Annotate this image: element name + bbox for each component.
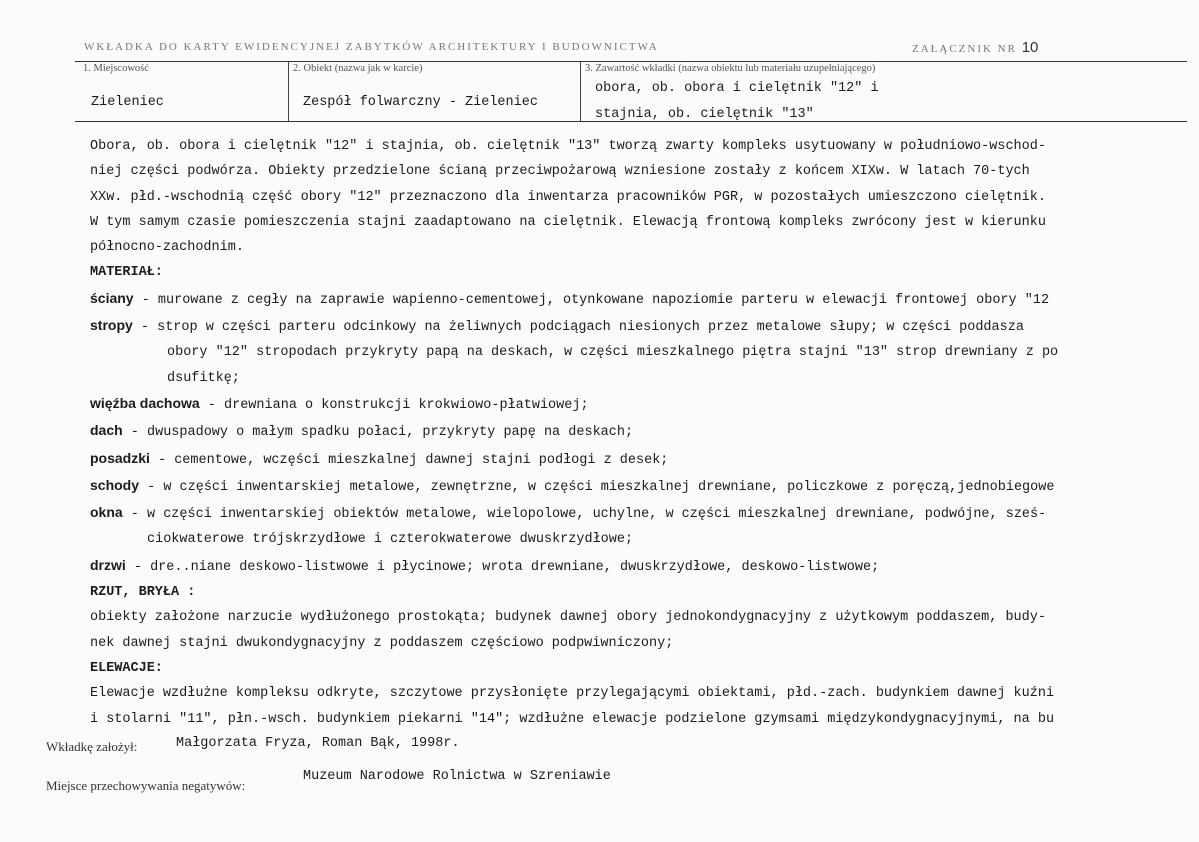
material-item-doors [90, 553, 1190, 580]
elevations-heading: ELEWACJE: [90, 660, 163, 676]
field-locality-value: Zieleniec [91, 95, 164, 110]
field-object-label: 2. Obiekt (nazwa jak w karcie) [293, 63, 423, 74]
material-term: dach [90, 422, 123, 439]
created-by-label: Wkładkę założył: [46, 739, 138, 754]
material-text: - strop w części parteru odcinkowy na żeliwnych podciągach niesionych przez metalowe słupy; w części poddasza [132, 320, 1024, 336]
material-term: okna [90, 504, 123, 521]
intro-line: W tym samym czasie pomieszczenia stajni zaadaptowano na cielętnik. Elewacją frontową kompleks zwrócony jest w kierunku [90, 214, 1046, 230]
material-term: drzwi [90, 556, 126, 573]
annex-number: 10 [1021, 39, 1039, 56]
material-item-walls [90, 286, 1190, 313]
annex-label [912, 39, 1038, 56]
material-text: - murowane z cegły na zaprawie wapienno-cementowej, otynkowane napoziomie parteru w elewacji frontowej obory "12 [133, 292, 1050, 308]
plan-line: obiekty założone narzucie wydłużonego prostokąta; budynek dawnej obory jednokondygnacyjny z użytkowym poddaszem, budy- [90, 610, 1046, 626]
field-contents-line1: obora, ob. obora i cielętnik "12" i [595, 81, 879, 96]
material-item-truss [90, 391, 1190, 418]
material-text: - dwuspadowy o małym spadku połaci, przykryty papę na deskach; [122, 425, 634, 441]
material-term: schody [90, 476, 140, 493]
negatives-location-label: Miejsce przechowywania negatywów: [46, 778, 246, 793]
material-item-floors [90, 446, 1190, 473]
elevations-line: i stolarni "11", płn.-wsch. budynkiem piekarni "14"; wzdłużne elewacje podzielone gzymsami międzykondygnacyjnymi, na bu [90, 711, 1055, 727]
material-term: więźba dachowa [90, 394, 200, 411]
material-item-roof [90, 418, 1190, 445]
material-term: posadzki [90, 449, 150, 466]
field-locality-label: 1. Miejscowość [83, 63, 149, 74]
plan-heading: RZUT, BRYŁA : [90, 585, 196, 601]
field-contents-line2: stajnia, ob. cielętnik "13" [595, 107, 814, 122]
negatives-location-value: Muzeum Narodowe Rolnictwa w Szreniawie [303, 769, 611, 784]
field-locality [75, 62, 288, 121]
intro-line: Obora, ob. obora i cielętnik "12" i stajnia, ob. cielętnik "13" tworzą zwarty kompleks usytuowany w południowo-wschod- [90, 139, 1046, 154]
intro-line: XXw. płd.-wschodnią część obory "12" przeznaczono dla inwentarza pracowników PGR, w pozostałych umieszczono cielętnik. [90, 189, 1046, 205]
material-text: - dre..niane deskowo-listwowe i płycinowe; wrota drewniane, dwuskrzydłowe, deskowo-listwowe; [125, 559, 880, 575]
material-item-ceilings [90, 313, 1190, 340]
document-title: WKŁADKA DO KARTY EWIDENCYJNEJ ZABYTKÓW ARCHITEKTURY I BUDOWNICTWA [84, 41, 659, 53]
field-object-value: Zespół folwarczny - Zieleniec [303, 95, 538, 110]
material-continuation: dsufitkę; [167, 370, 240, 386]
annex-label-text: ZAŁĄCZNIK NR [912, 43, 1017, 55]
field-contents-value [595, 76, 879, 128]
field-contents [580, 62, 1188, 121]
material-text: - drewniana o konstrukcji krokwiowo-płatwiowej; [199, 397, 589, 413]
material-heading: MATERIAŁ: [90, 265, 163, 281]
material-text: - cementowe, wczęści mieszkalnej dawnej stajni podłogi z desek; [149, 452, 669, 468]
field-object [288, 62, 581, 121]
material-text: - w części inwentarskiej metalowe, zewnętrzne, w części mieszkalnej drewniane, policzkowe z poręczą,jednobiegowe [139, 479, 1055, 495]
material-continuation: obory "12" stropodach przykryty papą na deskach, w części mieszkalnego piętra stajni "13" strop drewniany z po [167, 345, 1059, 361]
material-item-stairs [90, 473, 1190, 500]
material-text: - w części inwentarskiej obiektów metalowe, wielopolowe, uchylne, w części mieszkalnej drewniane, podwójne, sześ- [122, 507, 1047, 523]
material-term: ściany [90, 289, 134, 306]
document-body [90, 134, 1190, 732]
material-continuation: ciokwaterowe trójskrzydłowe i czterokwaterowe dwuskrzydłowe; [147, 532, 634, 548]
elevations-line: Elewacje wzdłużne kompleksu odkryte, szczytowe przysłonięte przylegającymi obiektami, płd.-zach. budynkiem dawnej kuźni [90, 686, 1055, 702]
created-by-value: Małgorzata Fryza, Roman Bąk, 1998r. [176, 736, 460, 751]
material-item-windows [90, 500, 1190, 527]
material-term: stropy [90, 317, 133, 334]
intro-line: niej części podwórza. Obiekty przedzielone ścianą przeciwpożarową wzniesione zostały z końcem XIXw. W latach 70-tych [90, 164, 1030, 180]
field-contents-label: 3. Zawartość wkładki (nazwa obiektu lub materiału uzupełniającego) [585, 63, 876, 74]
form-header-table [75, 61, 1187, 122]
plan-line: nek dawnej stajni dwukondygnacyjny z poddaszem częściowo podpwiwniczony; [90, 635, 674, 651]
intro-line: północno-zachodnim. [90, 240, 244, 256]
